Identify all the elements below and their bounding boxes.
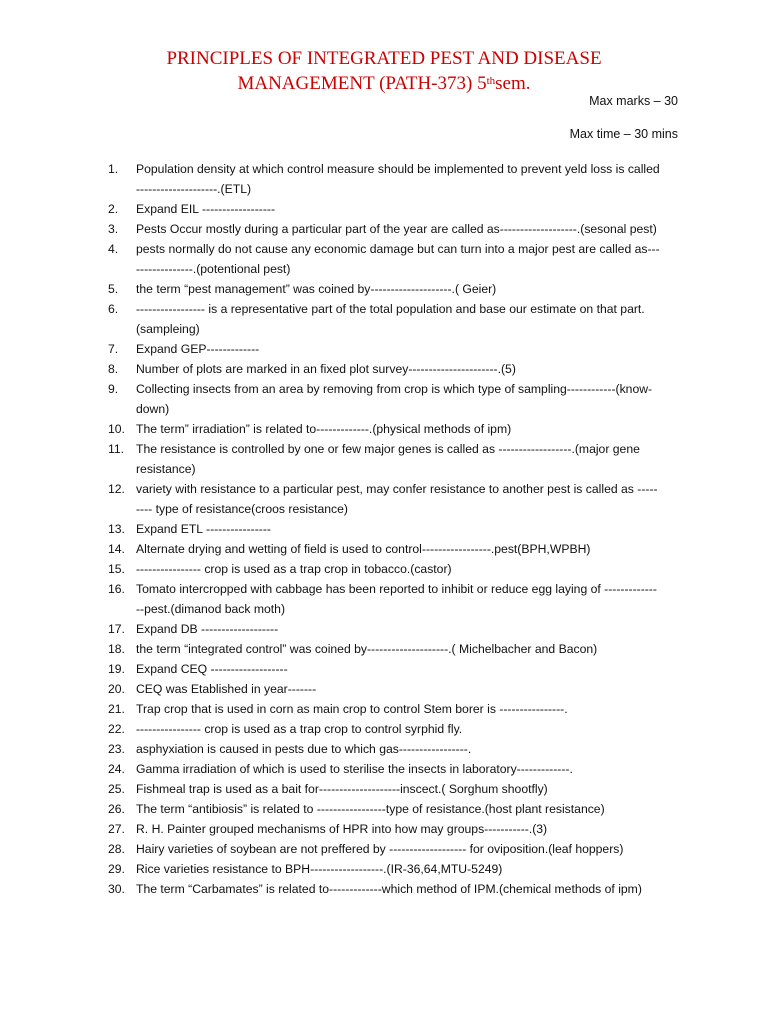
question-item bbox=[108, 439, 660, 479]
question-number: 18. bbox=[108, 642, 125, 656]
question-text: ----------------- is a representative part of the total population and base our estimate on that part.(sampleing) bbox=[136, 302, 645, 336]
question-item bbox=[108, 559, 660, 579]
question-item bbox=[108, 419, 660, 439]
question-text: Expand EIL ------------------ bbox=[136, 202, 276, 216]
question-item bbox=[108, 339, 660, 359]
question-number: 9. bbox=[108, 382, 119, 396]
max-marks: Max marks – 30 bbox=[589, 94, 678, 108]
question-item bbox=[108, 219, 660, 239]
question-number: 25. bbox=[108, 782, 125, 796]
question-text: Fishmeal trap is used as a bait for--------------------inscect.( Sorghum shootfly) bbox=[136, 782, 548, 796]
question-text: Expand GEP------------- bbox=[136, 342, 260, 356]
question-number: 16. bbox=[108, 582, 125, 596]
question-text: ---------------- crop is used as a trap crop to control syrphid fly. bbox=[136, 722, 463, 736]
question-item bbox=[108, 659, 660, 679]
question-item bbox=[108, 879, 660, 899]
question-text: Gamma irradiation of which is used to sterilise the insects in laboratory-------------. bbox=[136, 762, 573, 776]
max-time: Max time – 30 mins bbox=[569, 127, 678, 141]
question-number: 19. bbox=[108, 662, 125, 676]
question-number: 8. bbox=[108, 362, 119, 376]
title-line-1: PRINCIPLES OF INTEGRATED PEST AND DISEASE bbox=[166, 48, 602, 69]
question-text: asphyxiation is caused in pests due to which gas-----------------. bbox=[136, 742, 472, 756]
question-number: 21. bbox=[108, 702, 125, 716]
question-item bbox=[108, 619, 660, 639]
question-item bbox=[108, 719, 660, 739]
question-item bbox=[108, 699, 660, 719]
document-title bbox=[0, 46, 768, 96]
question-text: Alternate drying and wetting of field is used to control-----------------.pest(BPH,WPBH) bbox=[136, 542, 591, 556]
question-number: 4. bbox=[108, 242, 119, 256]
question-number: 24. bbox=[108, 762, 125, 776]
question-text: The term “Carbamates” is related to-------------which method of IPM.(chemical methods of ipm) bbox=[136, 882, 642, 896]
question-item bbox=[108, 299, 660, 339]
question-number: 22. bbox=[108, 722, 125, 736]
question-text: Hairy varieties of soybean are not preffered by ------------------- for oviposition.(leaf hoppers) bbox=[136, 842, 624, 856]
question-item bbox=[108, 279, 660, 299]
question-text: Expand CEQ ------------------- bbox=[136, 662, 288, 676]
question-item bbox=[108, 679, 660, 699]
question-number: 26. bbox=[108, 802, 125, 816]
question-text: Expand DB ------------------- bbox=[136, 622, 279, 636]
question-number: 5. bbox=[108, 282, 119, 296]
question-number: 6. bbox=[108, 302, 119, 316]
question-item bbox=[108, 799, 660, 819]
question-number: 27. bbox=[108, 822, 125, 836]
question-item bbox=[108, 579, 660, 619]
question-number: 10. bbox=[108, 422, 125, 436]
question-item bbox=[108, 639, 660, 659]
question-list bbox=[108, 159, 660, 899]
question-number: 12. bbox=[108, 482, 125, 496]
question-number: 29. bbox=[108, 862, 125, 876]
question-number: 7. bbox=[108, 342, 119, 356]
question-text: R. H. Painter grouped mechanisms of HPR into how may groups-----------.(3) bbox=[136, 822, 548, 836]
question-item bbox=[108, 479, 660, 519]
question-item bbox=[108, 199, 660, 219]
question-text: Tomato intercropped with cabbage has been reported to inhibit or reduce egg laying of ---------------pest.(dimanod back moth) bbox=[136, 582, 657, 616]
question-text: ---------------- crop is used as a trap crop in tobacco.(castor) bbox=[136, 562, 452, 576]
question-text: The term “antibiosis” is related to -----------------type of resistance.(host plant resistance) bbox=[136, 802, 605, 816]
question-item bbox=[108, 379, 660, 419]
title-line-2-end: sem. bbox=[495, 73, 531, 94]
question-item bbox=[108, 779, 660, 799]
title-superscript: th bbox=[486, 75, 496, 87]
question-item bbox=[108, 739, 660, 759]
question-item bbox=[108, 359, 660, 379]
question-text: Trap crop that is used in corn as main crop to control Stem borer is ----------------. bbox=[136, 702, 568, 716]
question-number: 30. bbox=[108, 882, 125, 896]
question-text: the term “pest management” was coined by--------------------.( Geier) bbox=[136, 282, 497, 296]
question-item bbox=[108, 759, 660, 779]
question-item bbox=[108, 819, 660, 839]
question-text: Number of plots are marked in an fixed plot survey----------------------.(5) bbox=[136, 362, 516, 376]
question-text: Pests Occur mostly during a particular part of the year are called as-------------------.(sesonal pest) bbox=[136, 222, 657, 236]
question-number: 20. bbox=[108, 682, 125, 696]
question-item bbox=[108, 859, 660, 879]
question-number: 28. bbox=[108, 842, 125, 856]
question-item bbox=[108, 519, 660, 539]
question-number: 23. bbox=[108, 742, 125, 756]
question-text: variety with resistance to a particular pest, may confer resistance to another pest is called as --------- type of resistance(croos resistance) bbox=[136, 482, 658, 516]
question-item bbox=[108, 159, 660, 199]
question-item bbox=[108, 239, 660, 279]
question-text: pests normally do not cause any economic damage but can turn into a major pest are called as-----------------.(potentional pest) bbox=[136, 242, 660, 276]
question-text: Collecting insects from an area by removing from crop is which type of sampling------------(know-down) bbox=[136, 382, 653, 416]
title-line-2-main: MANAGEMENT (PATH-373) 5 bbox=[237, 73, 487, 94]
question-number: 13. bbox=[108, 522, 125, 536]
question-text: Expand ETL ---------------- bbox=[136, 522, 271, 536]
question-text: The resistance is controlled by one or few major genes is called as ------------------.(major gene resistance) bbox=[136, 442, 640, 476]
question-number: 3. bbox=[108, 222, 119, 236]
title-line-2 bbox=[0, 71, 768, 96]
question-number: 15. bbox=[108, 562, 125, 576]
question-text: Rice varieties resistance to BPH------------------.(IR-36,64,MTU-5249) bbox=[136, 862, 503, 876]
question-text: The term” irradiation” is related to-------------.(physical methods of ipm) bbox=[136, 422, 512, 436]
question-number: 1. bbox=[108, 162, 119, 176]
question-item bbox=[108, 839, 660, 859]
question-number: 2. bbox=[108, 202, 119, 216]
question-number: 14. bbox=[108, 542, 125, 556]
question-number: 17. bbox=[108, 622, 125, 636]
question-number: 11. bbox=[108, 442, 125, 456]
question-text: the term “integrated control” was coined by--------------------.( Michelbacher and Bacon) bbox=[136, 642, 598, 656]
question-text: Population density at which control measure should be implemented to prevent yeld loss is called --------------------.(ETL) bbox=[136, 162, 660, 196]
question-item bbox=[108, 539, 660, 559]
question-text: CEQ was Etablished in year------- bbox=[136, 682, 317, 696]
